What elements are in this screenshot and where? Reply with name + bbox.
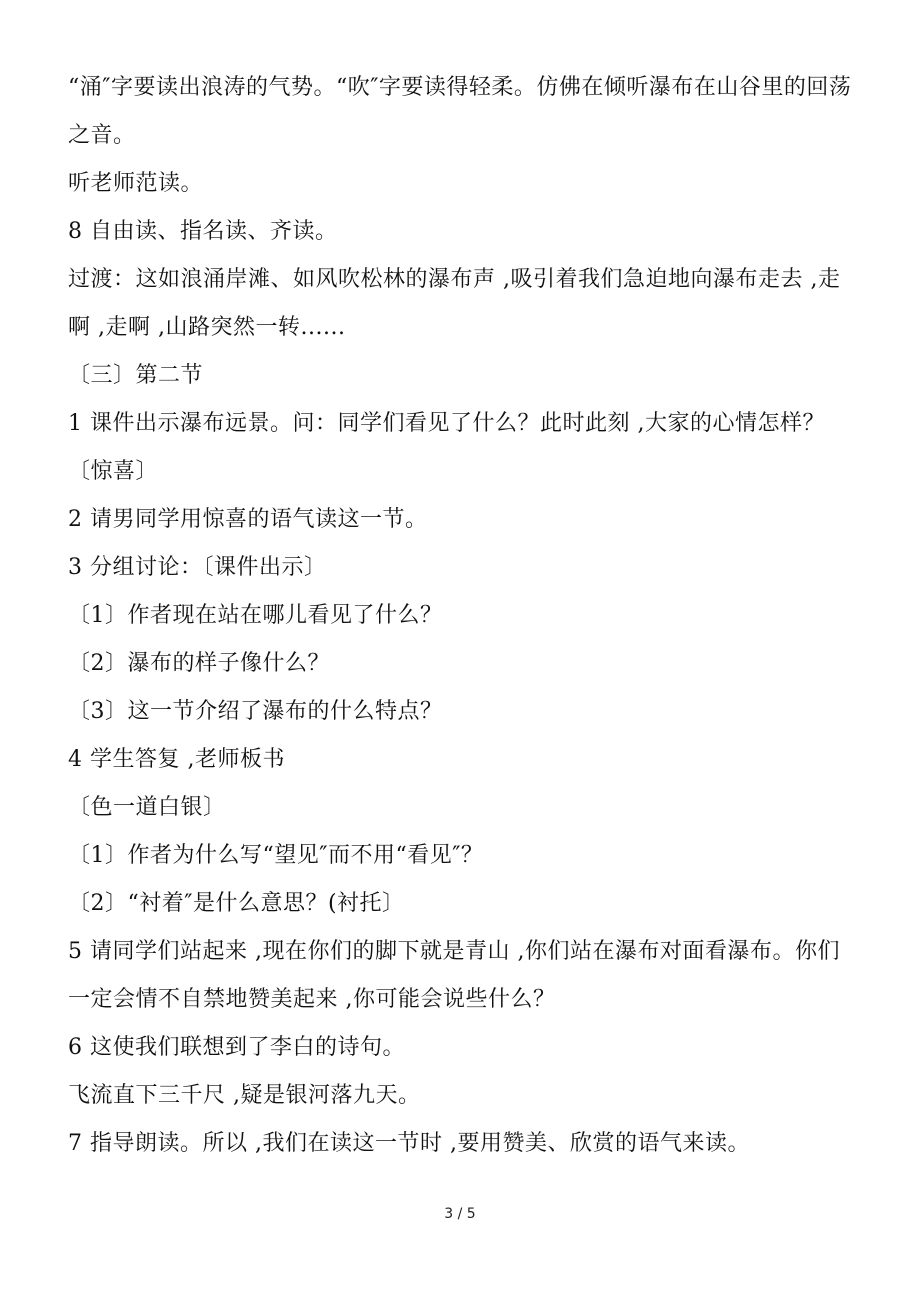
paragraph-reading-tips: “涌″字要读出浪涛的气势。“吹″字要读得轻柔。仿佛在倾听瀑布在山谷里的回荡之音。 (68, 75, 852, 148)
page-number: 3 / 5 (444, 1206, 476, 1222)
paragraph-teacher-reading: 听老师范读。 (68, 171, 204, 196)
paragraph-transition: 过渡：这如浪涌岸滩、如风吹松林的瀑布声 ,吸引着我们急迫地向瀑布走去 ,走啊 ,走啊 ,山路突然一转...... (68, 267, 841, 340)
paragraph-step-5: 5 请同学们站起来 ,现在你们的脚下就是青山 ,你们站在瀑布对面看瀑布。你们一定会情不自禁地赞美起来 ,你可能会说些什么？ (68, 939, 840, 1012)
paragraph-step-6: 6 这使我们联想到了李白的诗句。 (68, 1035, 405, 1060)
sub-question-1: 〔1〕作者为什么写“望见″而不用“看见″？ (68, 843, 484, 868)
section-heading-part-3: 〔三〕第二节 (68, 363, 204, 388)
question-3: 〔3〕这一节介绍了瀑布的什么特点？ (68, 699, 443, 724)
paragraph-step-1: 1 课件出示瀑布远景。问：同学们看见了什么？此时此刻 ,大家的心情怎样？〔惊喜〕 (68, 411, 825, 484)
paragraph-step-4: 4 学生答复 ,老师板书 (68, 747, 285, 772)
paragraph-step-2: 2 请男同学用惊喜的语气读这一节。 (68, 507, 428, 532)
document-body (68, 64, 852, 1168)
paragraph-step-3: 3 分组讨论：〔课件出示〕 (68, 555, 327, 580)
sub-question-2: 〔2〕“衬着″是什么意思？(衬托〕 (68, 891, 405, 916)
board-note: 〔色一道白银〕 (68, 795, 226, 820)
paragraph-step-8: 8 自由读、指名读、齐读。 (68, 219, 338, 244)
paragraph-step-7: 7 指导朗读。所以 ,我们在读这一节时 ,要用赞美、欣赏的语气来读。 (68, 1131, 750, 1156)
question-1: 〔1〕作者现在站在哪儿看见了什么？ (68, 603, 443, 628)
poem-line: 飞流直下三千尺 ,疑是银河落九天。 (68, 1083, 421, 1108)
question-2: 〔2〕瀑布的样子像什么？ (68, 651, 330, 676)
